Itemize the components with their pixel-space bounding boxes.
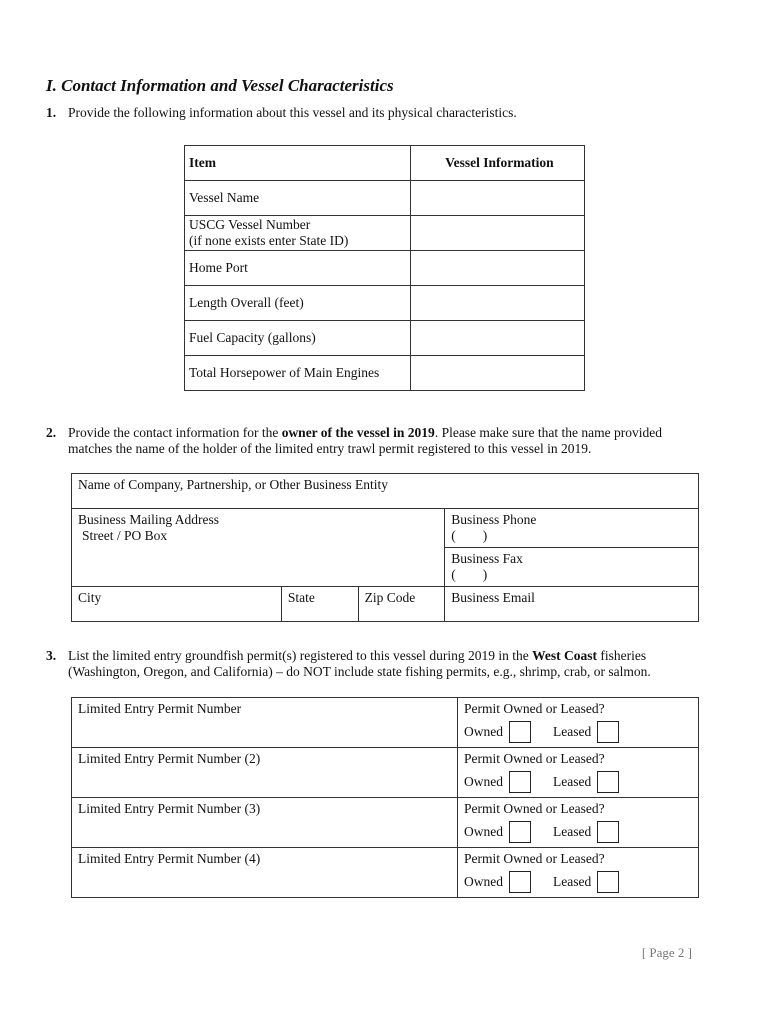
uscg-number-field[interactable] [410,216,584,251]
question-1-number: 1. [46,105,57,120]
permit-status-cell-3 [458,798,699,848]
uscg-number-label [185,216,411,251]
owned-label: Owned [464,724,503,739]
length-overall-label: Length Overall (feet) [185,286,411,321]
permit-status-question: Permit Owned or Leased? [464,851,605,866]
owned-label: Owned [464,824,503,839]
fuel-capacity-label: Fuel Capacity (gallons) [185,321,411,356]
permit-status-question: Permit Owned or Leased? [464,701,605,716]
question-1-text: Provide the following information about this vessel and its physical characteristics. [68,105,517,120]
question-2-text-pre: Provide the contact information for the [68,425,282,440]
leased-checkbox-3[interactable] [597,821,619,843]
vessel-info-table [184,145,585,391]
state-label: State [287,590,315,605]
company-name-label: Name of Company, Partnership, or Other Business Entity [78,477,388,492]
question-2-number: 2. [46,425,57,440]
vessel-table-header-info: Vessel Information [410,146,584,181]
business-email-field[interactable] [445,587,699,622]
question-2-text [68,425,708,457]
city-field[interactable] [72,587,282,622]
uscg-number-text: USCG Vessel Number [189,217,311,232]
vessel-name-field[interactable] [410,181,584,216]
permit-status-question: Permit Owned or Leased? [464,751,605,766]
permit-number-label: Limited Entry Permit Number [78,701,242,716]
permit-status-cell-2 [458,748,699,798]
home-port-label: Home Port [185,251,411,286]
city-label: City [78,590,102,605]
page-number: [ Page 2 ] [641,945,692,960]
length-overall-field[interactable] [410,286,584,321]
business-phone-label: Business Phone [451,512,537,527]
question-2-text-bold: owner of the vessel in 2019 [281,425,435,440]
section-title: I. Contact Information and Vessel Characteristics [46,76,394,95]
permit-number-field-2[interactable] [72,748,458,798]
permit-number-field-4[interactable] [72,848,458,898]
question-3-text-line2: (Washington, Oregon, and California) – do NOT include state fishing permits, e.g., shrimp, crab, or salmon. [68,664,651,679]
permit-status-cell-4 [458,848,699,898]
business-phone-parens: ( ) [451,528,488,543]
home-port-field[interactable] [410,251,584,286]
permit-number-label: Limited Entry Permit Number (3) [78,801,261,816]
business-phone-field[interactable] [445,509,699,548]
mailing-address-field[interactable] [72,509,445,587]
question-3-text-post: fisheries [597,648,647,663]
owned-label: Owned [464,774,503,789]
zip-code-label: Zip Code [364,590,416,605]
question-3-number: 3. [46,648,57,663]
business-fax-label: Business Fax [451,551,523,566]
leased-label: Leased [553,724,592,739]
vessel-name-label: Vessel Name [185,181,411,216]
question-3-text-bold: West Coast [532,648,598,663]
question-3-text [68,648,718,680]
horsepower-label: Total Horsepower of Main Engines [185,356,411,391]
leased-label: Leased [553,824,592,839]
owned-label: Owned [464,874,503,889]
owned-checkbox-4[interactable] [509,871,531,893]
zip-code-field[interactable] [358,587,445,622]
permit-number-label: Limited Entry Permit Number (2) [78,751,261,766]
question-2-text-line2: matches the name of the holder of the limited entry trawl permit registered to this vessel in 2019. [68,441,592,456]
leased-label: Leased [553,774,592,789]
leased-checkbox-4[interactable] [597,871,619,893]
uscg-number-subtext: (if none exists enter State ID) [189,233,349,248]
question-3-text-pre: List the limited entry groundfish permit(s) registered to this vessel during 2019 in the [68,648,533,663]
company-name-field[interactable] [72,474,699,509]
permit-status-cell-1 [458,698,699,748]
business-fax-parens: ( ) [451,567,488,582]
leased-checkbox-1[interactable] [597,721,619,743]
mailing-address-label: Business Mailing Address [78,512,220,527]
horsepower-field[interactable] [410,356,584,391]
owned-checkbox-2[interactable] [509,771,531,793]
vessel-table-header-item: Item [185,146,411,181]
owned-checkbox-3[interactable] [509,821,531,843]
leased-label: Leased [553,874,592,889]
permit-table [71,697,699,898]
permit-number-field-3[interactable] [72,798,458,848]
fuel-capacity-field[interactable] [410,321,584,356]
business-email-label: Business Email [451,590,535,605]
owned-checkbox-1[interactable] [509,721,531,743]
permit-number-label: Limited Entry Permit Number (4) [78,851,261,866]
mailing-address-sublabel: Street / PO Box [82,528,168,543]
state-field[interactable] [281,587,358,622]
contact-info-table [71,473,699,622]
leased-checkbox-2[interactable] [597,771,619,793]
business-fax-field[interactable] [445,548,699,587]
question-2-text-post: . Please make sure that the name provided [434,425,662,440]
permit-status-question: Permit Owned or Leased? [464,801,605,816]
permit-number-field-1[interactable] [72,698,458,748]
